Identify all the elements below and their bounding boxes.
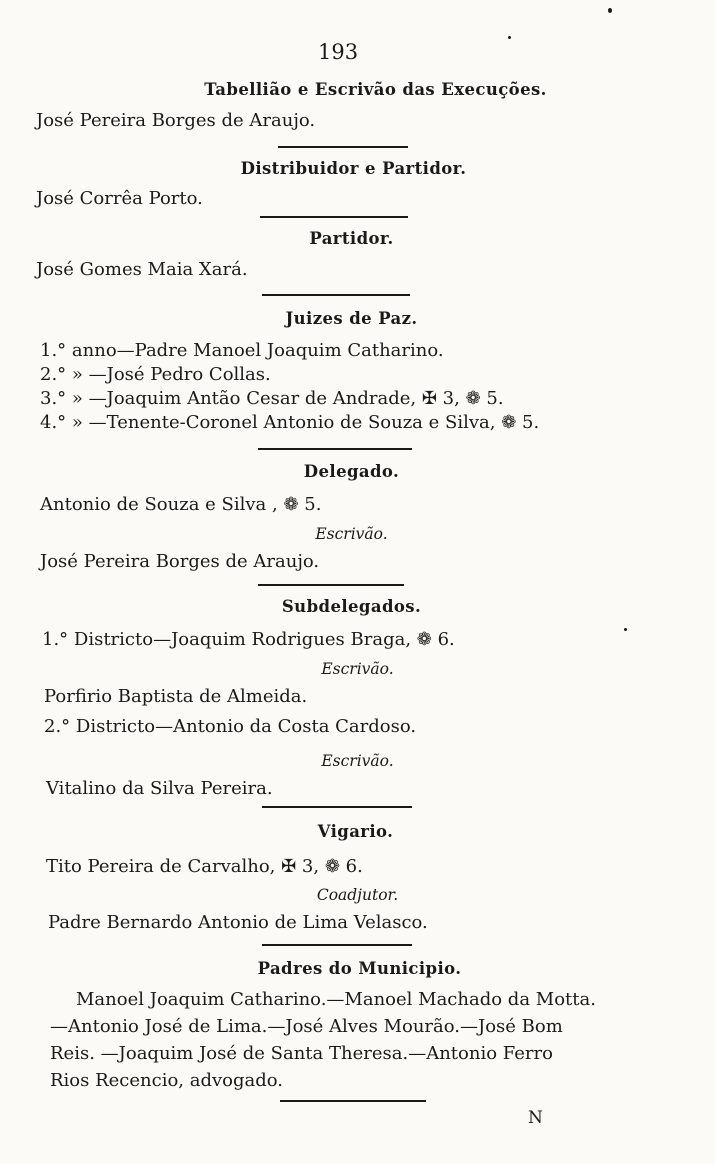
subheading-coadjutor: Coadjutor. <box>316 886 399 904</box>
entry-line: 3.° » —Joaquim Antão Cesar de Andrade, ✠ 3, ❁ 5. <box>40 388 504 409</box>
entry-line: José Pereira Borges de Araujo. <box>36 110 316 131</box>
section-divider <box>260 216 408 218</box>
section-divider <box>278 146 408 148</box>
entry-line: Tito Pereira de Carvalho, ✠ 3, ❁ 6. <box>46 856 363 877</box>
section-divider <box>258 448 412 450</box>
subheading-escrivao: Escrivão. <box>315 525 388 543</box>
entry-line: Porfirio Baptista de Almeida. <box>44 686 308 707</box>
entry-line: Reis. —Joaquim José de Santa Theresa.—Antonio Ferro <box>50 1043 553 1064</box>
subheading-escrivao: Escrivão. <box>321 752 394 770</box>
print-speck <box>508 36 511 39</box>
entry-line: José Pereira Borges de Araujo. <box>40 551 320 572</box>
signature-mark: N <box>528 1108 543 1128</box>
section-heading-distribuidor: Distribuidor e Partidor. <box>240 159 467 178</box>
entry-line: Vitalino da Silva Pereira. <box>46 778 273 799</box>
section-divider <box>280 1100 426 1102</box>
section-heading-partidor: Partidor. <box>309 229 394 248</box>
section-heading-tabelliao: Tabellião e Escrivão das Execuções. <box>204 80 547 99</box>
section-heading-delegado: Delegado. <box>303 462 400 481</box>
subheading-escrivao: Escrivão. <box>321 660 394 678</box>
entry-line: 4.° » —Tenente-Coronel Antonio de Souza e Silva, ❁ 5. <box>40 412 540 433</box>
entry-line: Manoel Joaquim Catharino.—Manoel Machado da Motta. <box>76 989 596 1010</box>
page-number: 193 <box>318 40 359 64</box>
section-heading-vigario: Vigario. <box>317 822 394 841</box>
section-heading-juizes: Juizes de Paz. <box>285 309 418 328</box>
section-heading-padres: Padres do Municipio. <box>257 959 462 978</box>
entry-line: José Gomes Maia Xará. <box>36 259 248 280</box>
entry-line: 1.° anno—Padre Manoel Joaquim Catharino. <box>40 340 444 361</box>
section-heading-subdelegados: Subdelegados. <box>281 597 422 616</box>
section-divider <box>262 944 412 946</box>
section-divider <box>262 294 410 296</box>
entry-line: Padre Bernardo Antonio de Lima Velasco. <box>48 912 428 933</box>
entry-line: 2.° » —José Pedro Collas. <box>40 364 271 385</box>
entry-line: —Antonio José de Lima.—José Alves Mourão.—José Bom <box>50 1016 563 1037</box>
section-divider <box>258 584 404 586</box>
entry-line: 1.° Districto—Joaquim Rodrigues Braga, ❁ 6. <box>42 629 455 650</box>
entry-line: Rios Recencio, advogado. <box>50 1070 284 1091</box>
section-divider <box>262 806 412 808</box>
entry-line: Antonio de Souza e Silva , ❁ 5. <box>40 494 322 515</box>
entry-line: 2.° Districto—Antonio da Costa Cardoso. <box>44 716 417 737</box>
entry-line: José Corrêa Porto. <box>36 188 203 209</box>
print-speck <box>608 8 612 13</box>
print-speck <box>624 628 627 631</box>
